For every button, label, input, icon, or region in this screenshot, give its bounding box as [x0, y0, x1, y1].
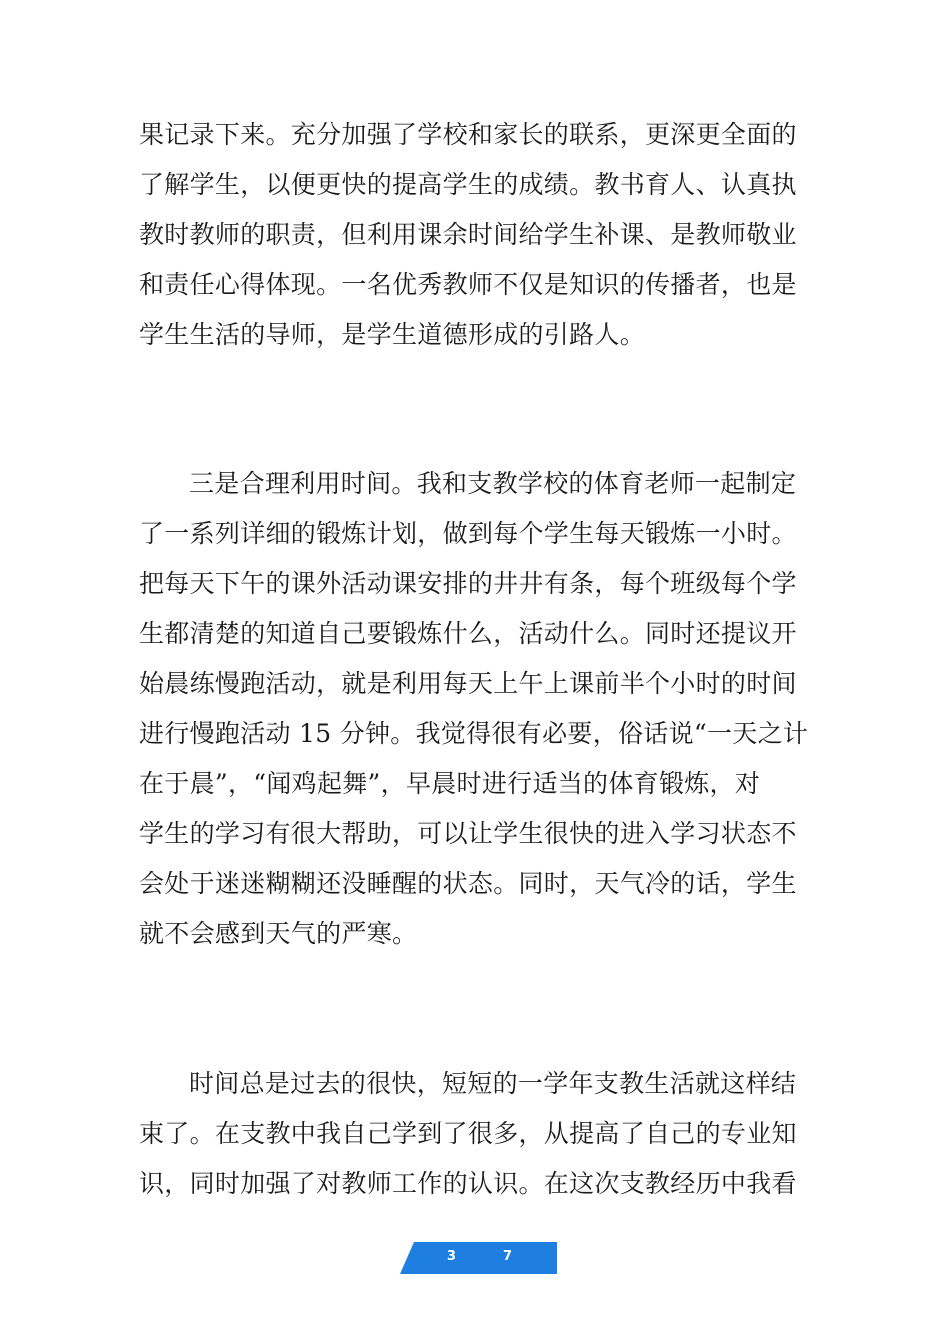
total-pages-number: 7	[503, 1249, 513, 1264]
text-line: 了一系列详细的锻炼计划，做到每个学生每天锻炼一小时。	[139, 519, 797, 548]
text-line: 始晨练慢跑活动，就是利用每天上午上课前半个小时的时间	[139, 669, 797, 698]
text-line: 学生的学习有很大帮助，可以让学生很快的进入学习状态不	[139, 819, 797, 848]
text-line: 了解学生，以便更快的提高学生的成绩。教书育人、认真执	[139, 170, 797, 199]
text-line: 和责任心得体现。一名优秀教师不仅是知识的传播者，也是	[139, 270, 797, 299]
text-line: 进行慢跑活动 15 分钟。我觉得很有必要，俗话说“一天之计	[139, 719, 809, 748]
text-line: 束了。在支教中我自己学到了很多，从提高了自己的专业知	[139, 1119, 797, 1148]
text-line: 在于晨”，“闻鸡起舞”，早晨时进行适当的体育锻炼，对	[139, 769, 761, 798]
page-indicator	[400, 1242, 557, 1274]
text-line: 把每天下午的课外活动课安排的井井有条，每个班级每个学	[139, 569, 797, 598]
paragraph-2	[139, 459, 819, 959]
text-line: 学生生活的导师，是学生道德形成的引路人。	[139, 320, 646, 349]
text-line: 时间总是过去的很快，短短的一学年支教生活就这样结	[189, 1069, 797, 1098]
text-line: 果记录下来。充分加强了学校和家长的联系，更深更全面的	[139, 120, 797, 149]
text-line: 会处于迷迷糊糊还没睡醒的状态。同时，天气冷的话，学生	[139, 869, 797, 898]
text-line: 生都清楚的知道自己要锻炼什么，活动什么。同时还提议开	[139, 619, 797, 648]
paragraph-1	[139, 110, 819, 360]
text-line: 教时教师的职责，但利用课余时间给学生补课、是教师敬业	[139, 220, 797, 249]
text-line: 三是合理利用时间。我和支教学校的体育老师一起制定	[189, 469, 797, 498]
text-line: 就不会感到天气的严寒。	[139, 919, 418, 948]
paragraph-3	[139, 1059, 819, 1209]
text-line: 识，同时加强了对教师工作的认识。在这次支教经历中我看	[139, 1169, 797, 1198]
page-indicator-background	[400, 1242, 557, 1274]
current-page-number: 3	[447, 1249, 457, 1264]
